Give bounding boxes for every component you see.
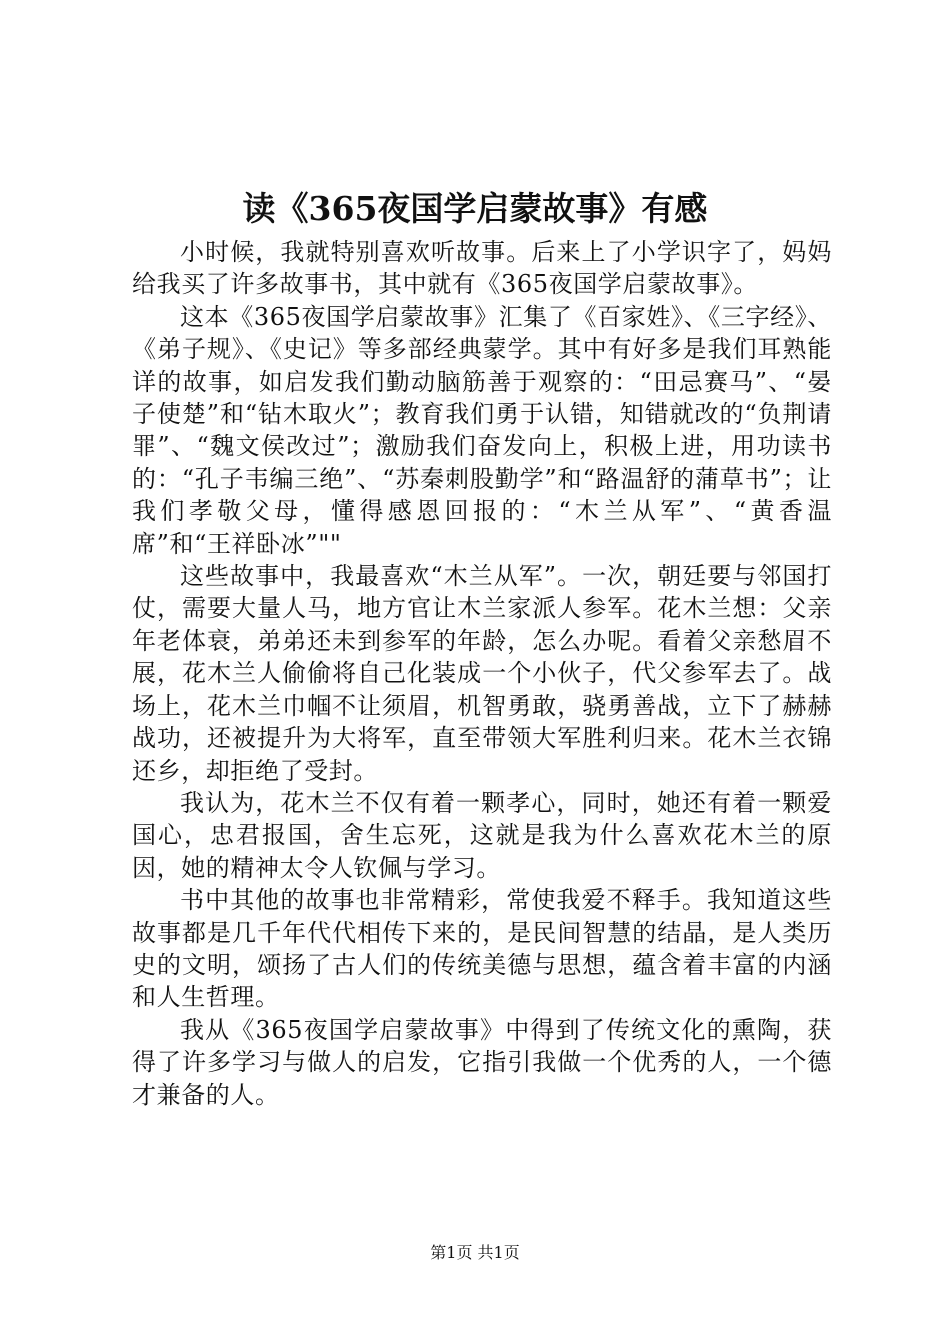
paragraph-4: 我认为，花木兰不仅有着一颗孝心，同时，她还有着一颗爱国心，忠君报国，舍生忘死，这就是我为什么喜欢花木兰的原因，她的精神太令人钦佩与学习。 [132,788,832,882]
paragraph-5: 书中其他的故事也非常精彩，常使我爱不释手。我知道这些故事都是几千年代代相传下来的，是民间智慧的结晶，是人类历史的文明，颂扬了古人们的传统美德与思想，蕴含着丰富的内涵和人生哲理。 [132,886,832,1012]
paragraph-1: 小时候，我就特别喜欢听故事。后来上了小学识字了，妈妈给我买了许多故事书，其中就有《365夜国学启蒙故事》。 [132,238,832,299]
paragraph-3: 这些故事中，我最喜欢“木兰从军”。一次，朝廷要与邻国打仗，需要大量人马，地方官让木兰家派人参军。花木兰想：父亲年老体衰，弟弟还未到参军的年龄，怎么办呢。看着父亲愁眉不展，花木兰人偷偷将自己化装成一个小伙子，代父参军去了。战场上，花木兰巾帼不让须眉，机智勇敢，骁勇善战，立下了赫赫战功，还被提升为大将军，直至带领大军胜利归来。花木兰衣锦还乡，却拒绝了受封。 [132,562,832,785]
paragraph-6: 我从《365夜国学启蒙故事》中得到了传统文化的熏陶，获得了许多学习与做人的启发，它指引我做一个优秀的人，一个德才兼备的人。 [132,1015,832,1109]
paragraph-2: 这本《365夜国学启蒙故事》汇集了《百家姓》、《三字经》、《弟子规》、《史记》等多部经典蒙学。其中有好多是我们耳熟能详的故事，如启发我们勤动脑筋善于观察的：“田忌赛马”、“晏子使楚”和“钻木取火”；教育我们勇于认错，知错就改的“负荆请罪”、“魏文侯改过”；激励我们奋发向上，积极上进，用功读书的：“孔子韦编三绝”、“苏秦刺股勤学”和“路温舒的蒲草书”；让我们孝敬父母，懂得感恩回报的：“木兰从军”、“黄香温席”和“王祥卧冰”"" [132,302,832,558]
document-body [132,236,832,1111]
document-title: 读《365夜国学启蒙故事》有感 [242,189,708,228]
page-number-footer: 第1页 共1页 [430,1243,520,1262]
